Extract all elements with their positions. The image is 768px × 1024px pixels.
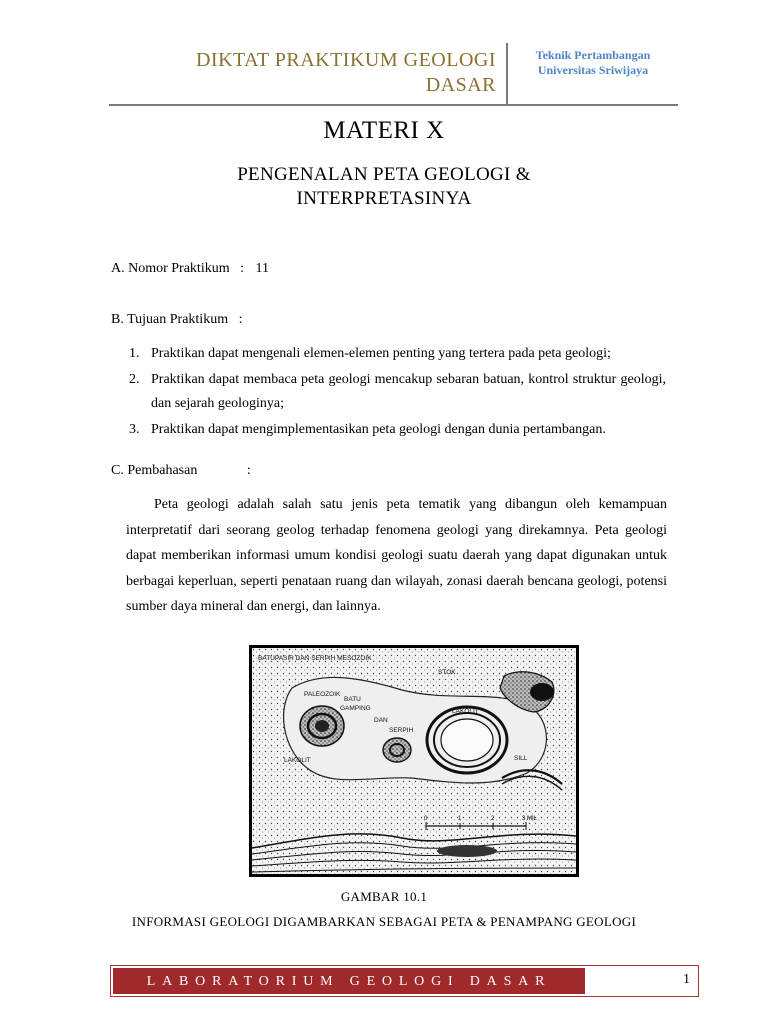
geology-map-figure <box>249 645 579 877</box>
list-number: 1. <box>129 346 140 361</box>
list-text: Praktikan dapat mengenali elemen-elemen penting yang tertera pada peta geologi; <box>151 346 611 361</box>
header-rule <box>109 104 678 106</box>
field-pembahasan <box>111 463 251 479</box>
field-separator: : <box>238 312 243 327</box>
map-label: BATUPASIR DAN SERPIH MESOZOIK <box>258 655 372 662</box>
footer-lab-name: LABORATORIUM GEOLOGI DASAR <box>113 968 585 994</box>
field-label: B. Tujuan Praktikum <box>111 312 229 327</box>
list-text: Praktikan dapat membaca peta geologi mencakup sebaran batuan, kontrol struktur geologi, dan sejarah geologinya; <box>151 372 666 411</box>
field-separator: : <box>246 463 251 478</box>
list-item <box>129 342 666 366</box>
geology-map-illustration <box>252 648 576 874</box>
map-label: PALEOZOIK <box>304 691 341 698</box>
map-label: LAKOLIT <box>284 757 311 764</box>
field-label: A. Nomor Praktikum <box>111 261 230 276</box>
field-label: C. Pembahasan <box>111 463 198 478</box>
field-value: 11 <box>255 261 269 276</box>
header-divider <box>506 43 508 105</box>
list-number: 2. <box>129 372 140 387</box>
figure-number: GAMBAR 10.1 <box>340 889 428 904</box>
university-name: Universitas Sriwijaya <box>537 63 649 77</box>
map-label: LAKOLIT <box>452 708 479 715</box>
subtitle-line-2: INTERPRETASINYA <box>296 188 472 209</box>
department-block <box>518 48 668 78</box>
field-separator: : <box>240 261 244 276</box>
department-name: Teknik Pertambangan <box>535 48 651 62</box>
list-number: 3. <box>129 422 140 437</box>
map-label: STOK <box>438 669 456 676</box>
page-number: 1 <box>683 972 690 987</box>
map-label: GAMPING <box>340 705 371 712</box>
body-paragraph: Peta geologi adalah salah satu jenis peta tematik yang dibangun oleh kemampuan interpretatif dari seorang geolog terhadap fenomena geologi yang direkamnya. Peta geologi dapat memberikan informasi umum kondisi geologi suatu daerah yang dapat digunakan untuk berbagai keperluan, seperti penataan ruang dan wilayah, zonasi daerah bencana geologi, potensi sumber daya mineral dan energi, dan lainnya. <box>126 497 667 614</box>
scale-label: 2 <box>491 816 495 822</box>
figure-frame <box>252 648 576 874</box>
scale-label: 1 <box>458 816 462 822</box>
list-text: Praktikan dapat mengimplementasikan peta geologi dengan dunia pertambangan. <box>151 422 606 437</box>
field-tujuan-praktikum <box>111 312 242 328</box>
map-label: SILL <box>514 755 528 762</box>
west-laccolith <box>300 706 344 746</box>
map-label: DAN <box>374 717 388 724</box>
small-dome <box>383 738 411 762</box>
list-item <box>129 418 666 442</box>
map-label: SERPIH <box>389 727 414 734</box>
map-label: BATU <box>344 696 361 703</box>
figure-caption: INFORMASI GEOLOGI DIGAMBARKAN SEBAGAI PETA & PENAMPANG GEOLOGI <box>131 914 637 929</box>
footer <box>110 965 699 997</box>
scale-label: 3 MIL <box>522 816 538 822</box>
scale-label: 0 <box>424 816 428 822</box>
objectives-list <box>129 342 666 444</box>
course-title: DIKTAT PRAKTIKUM GEOLOGI DASAR <box>195 49 496 96</box>
page-title: MATERI X <box>323 117 445 144</box>
list-item <box>129 368 666 416</box>
field-nomor-praktikum <box>111 261 269 277</box>
page-subtitle <box>0 163 768 211</box>
subtitle-line-1: PENGENALAN PETA GEOLOGI & <box>237 164 531 185</box>
